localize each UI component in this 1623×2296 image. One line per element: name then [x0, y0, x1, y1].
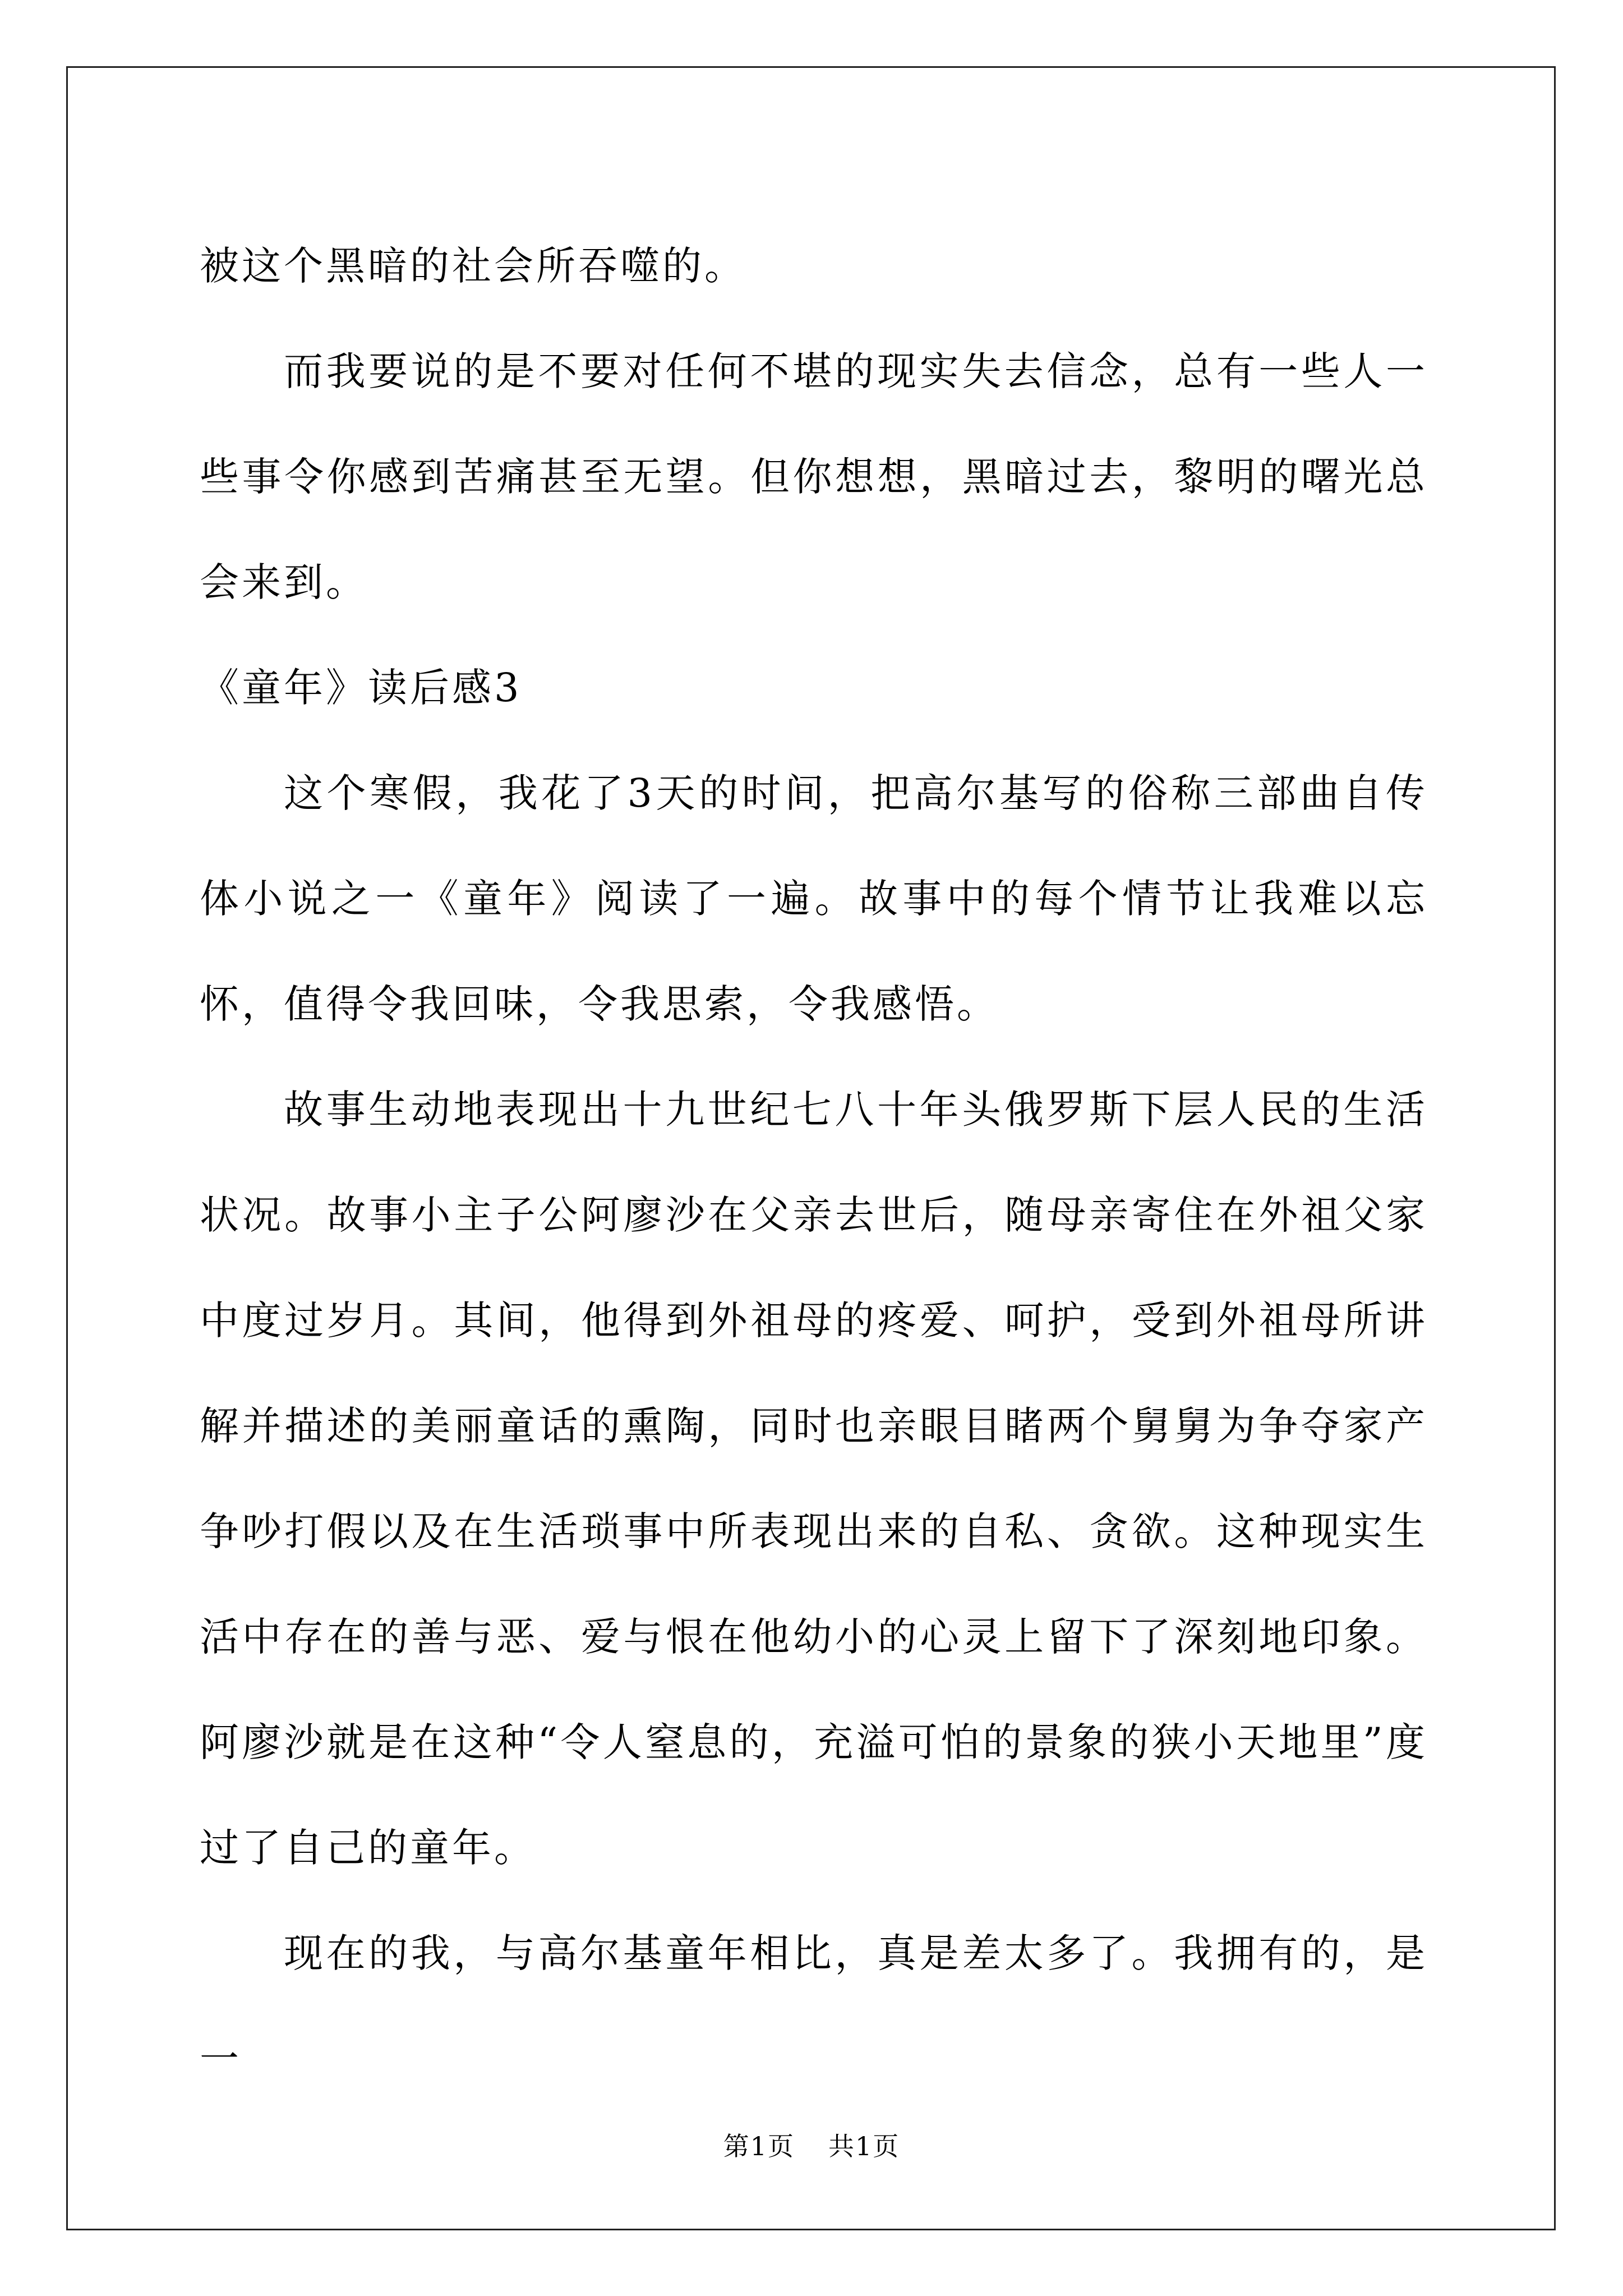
- paragraph-3: 这个寒假，我花了3天的时间，把高尔基写的俗称三部曲自传体小说之一《童年》阅读了一遍。故事中的每个情节让我难以忘怀，值得令我回味，令我思索，令我感悟。: [200, 770, 1428, 1027]
- paragraph-5: 现在的我，与高尔基童年相比，真是差太多了。我拥有的，是一: [200, 1930, 1428, 2082]
- page-number: 第1页: [723, 2131, 795, 2161]
- page-total: 共1页: [828, 2131, 900, 2161]
- page-footer: [0, 2126, 1623, 2163]
- document-body: [200, 213, 1428, 2111]
- paragraph-2: 而我要说的是不要对任何不堪的现实失去信念，总有一些人一些事令你感到苦痛甚至无望。但你想想，黑暗过去，黎明的曙光总会来到。: [200, 348, 1428, 605]
- paragraph-1: 被这个黑暗的社会所吞噬的。: [200, 243, 746, 289]
- paragraph-4: 故事生动地表现出十九世纪七八十年头俄罗斯下层人民的生活状况。故事小主子公阿廖沙在父亲去世后，随母亲寄住在外祖父家中度过岁月。其间，他得到外祖母的疼爱、呵护，受到外祖母所讲解并描述的美丽童话的熏陶，同时也亲眼目睹两个舅舅为争夺家产争吵打假以及在生活琐事中所表现出来的自私、贪欲。这种现实生活中存在的善与恶、爱与恨在他幼小的心灵上留下了深刻地印象。阿廖沙就是在这种“令人窒息的，充溢可怕的景象的狭小天地里”度过了自己的童年。: [200, 1087, 1428, 1871]
- section-heading: 《童年》读后感3: [200, 665, 522, 711]
